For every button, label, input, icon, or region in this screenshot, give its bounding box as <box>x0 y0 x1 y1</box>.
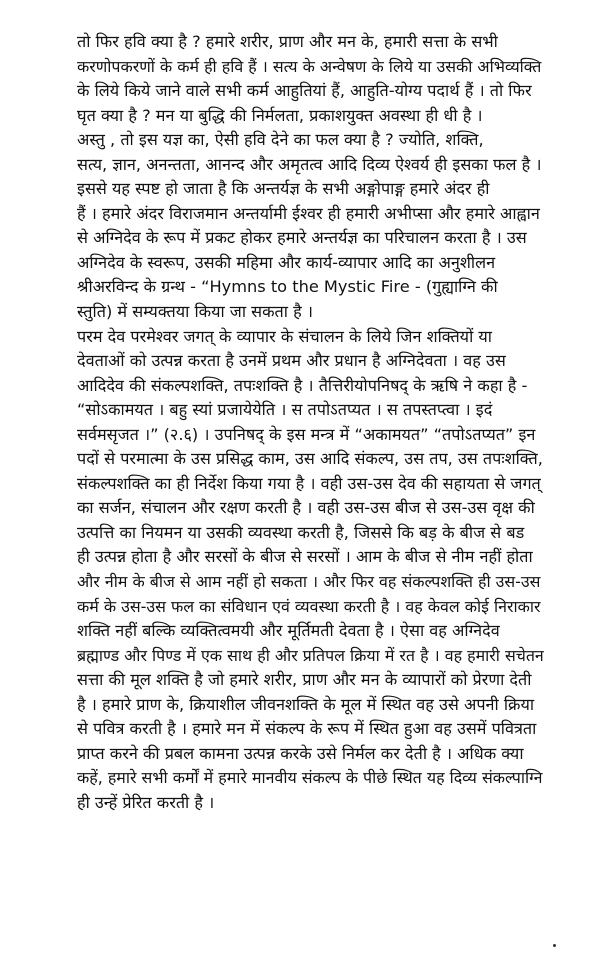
text-line: देवताओं को उत्पन्न करता है उनमें प्रथम और प्रधान है अग्निदेवता । वह उस <box>77 351 506 371</box>
text-line: पदों से परमात्मा के उस प्रसिद्ध काम, उस आदि संकल्प, उस तप, उस तपःशक्ति, <box>77 449 543 469</box>
text-line: शक्ति नहीं बल्कि व्यक्तित्वमयी और मूर्तिमती देवता है । ऐसा वह अग्निदेव <box>77 621 500 641</box>
text-line: कहें, हमारे सभी कर्मों में हमारे मानवीय संकल्प के पीछे स्थित यह दिव्य संकल्पाग्नि <box>77 768 543 788</box>
text-line: घृत क्या है ? मन या बुद्धि की निर्मलता, प्रकाशयुक्त अवस्था ही धी है । <box>77 105 483 125</box>
text-line: इससे यह स्पष्ट हो जाता है कि अन्तर्यज्ञ के सभी अङ्गोपाङ्ग हमारे अंदर ही <box>77 179 490 199</box>
text-line: सत्य, ज्ञान, अनन्तता, आनन्द और अमृतत्व आदि दिव्य ऐश्वर्य ही इसका फल है । <box>77 154 542 174</box>
text-line: से अग्निदेव के रूप में प्रकट होकर हमारे अन्तर्यज्ञ का परिचालन करता है । उस <box>77 228 527 248</box>
text-line: “सोऽकामयत । बहु स्यां प्रजायेयेति । स तपोऽतप्यत । स तपस्तप्त्वा । इदं <box>77 400 493 420</box>
text-line: और नीम के बीज से आम नहीं हो सकता । और फिर वह संकल्पशक्ति ही उस-उस <box>77 572 541 592</box>
paragraph-havi <box>57 30 545 128</box>
text-line: श्रीअरविन्द के ग्रन्थ - “Hymns to the Mystic Fire - (गुह्याग्नि की <box>77 277 498 297</box>
text-line: प्राप्त करने की प्रबल कामना उत्पन्न करके उसे निर्मल कर देती है । अधिक क्या <box>77 743 524 763</box>
text-line: संकल्पशक्ति का ही निर्देश किया गया है । वही उस-उस देव की सहायता से जगत् <box>77 473 541 493</box>
text-line: ही उन्हें प्रेरित करती है । <box>77 792 215 812</box>
text-line: अग्निदेव के स्वरूप, उसकी महिमा और कार्य-व्यापार आदि का अनुशीलन <box>77 252 496 272</box>
text-line: के लिये किये जाने वाले सभी कर्म आहुतियां हैं, आहुति-योग्य पदार्थ हैं । तो फिर <box>77 81 532 101</box>
text-line: करणोपकरणों के कर्म ही हवि हैं । सत्य के अन्वेषण के लिये या उसकी अभिव्यक्ति <box>77 56 542 76</box>
text-line: का सर्जन, संचालन और रक्षण करती है । वही उस-उस बीज से उस-उस वृक्ष की <box>77 498 535 518</box>
text-line: सत्ता की मूल शक्ति है जो हमारे शरीर, प्राण और मन के व्यापारों को प्रेरणा देती <box>77 670 532 690</box>
text-line: तो फिर हवि क्या है ? हमारे शरीर, प्राण और मन के, हमारी सत्ता के सभी <box>77 32 498 51</box>
text-line: स्तुति) में सम्यक्तया किया जा सकता है । <box>77 302 313 322</box>
text-line: ही उत्पन्न होता है और सरसों के बीज से सरसों । आम के बीज से नीम नहीं होता <box>77 547 533 567</box>
text-line: अस्तु , तो इस यज्ञ का, ऐसी हवि देने का फल क्या है ? ज्योति, शक्ति, <box>77 130 484 150</box>
text-line: आदिदेव की संकल्पशक्ति, तपःशक्ति है । तैत्तिरीयोपनिषद् के ऋषि ने कहा है - <box>77 375 528 395</box>
paragraph-phal <box>57 128 545 177</box>
text-line: ब्रह्माण्ड और पिण्ड में एक साथ ही और प्रतिपल क्रिया में रत है । वह हमारी सचेतन <box>77 645 544 665</box>
text-line: सर्वमसृजत ।” (२.६) । उपनिषद् के इस मन्त्र में “अकामयत” “तपोऽतप्यत” इन <box>77 424 536 444</box>
scan-speck <box>553 944 556 947</box>
text-line: कर्म के उस-उस फल का संविधान एवं व्यवस्था करती है । वह केवल कोई निराकार <box>77 596 541 616</box>
text-line: उत्पत्ति का नियमन या उसकी व्यवस्था करती है, जिससे कि बड़ के बीज से बड <box>77 522 525 542</box>
text-line: से पवित्र करती है । हमारे मन में संकल्प के रूप में स्थित हुआ वह उसमें पवित्रता <box>77 719 537 739</box>
text-line: हैं । हमारे अंदर विराजमान अन्तर्यामी ईश्वर ही हमारी अभीप्सा और हमारे आह्वान <box>77 203 540 223</box>
body-text <box>57 30 545 816</box>
text-line: है । हमारे प्राण के, क्रियाशील जीवनशक्ति के मूल में स्थित वह उसे अपनी क्रिया <box>77 694 535 714</box>
paragraph-agnidevata <box>57 325 545 816</box>
text-line: परम देव परमेश्वर जगत् के व्यापार के संचालन के लिये जिन शक्तियों या <box>77 326 492 346</box>
paragraph-antaryajna <box>57 177 545 324</box>
